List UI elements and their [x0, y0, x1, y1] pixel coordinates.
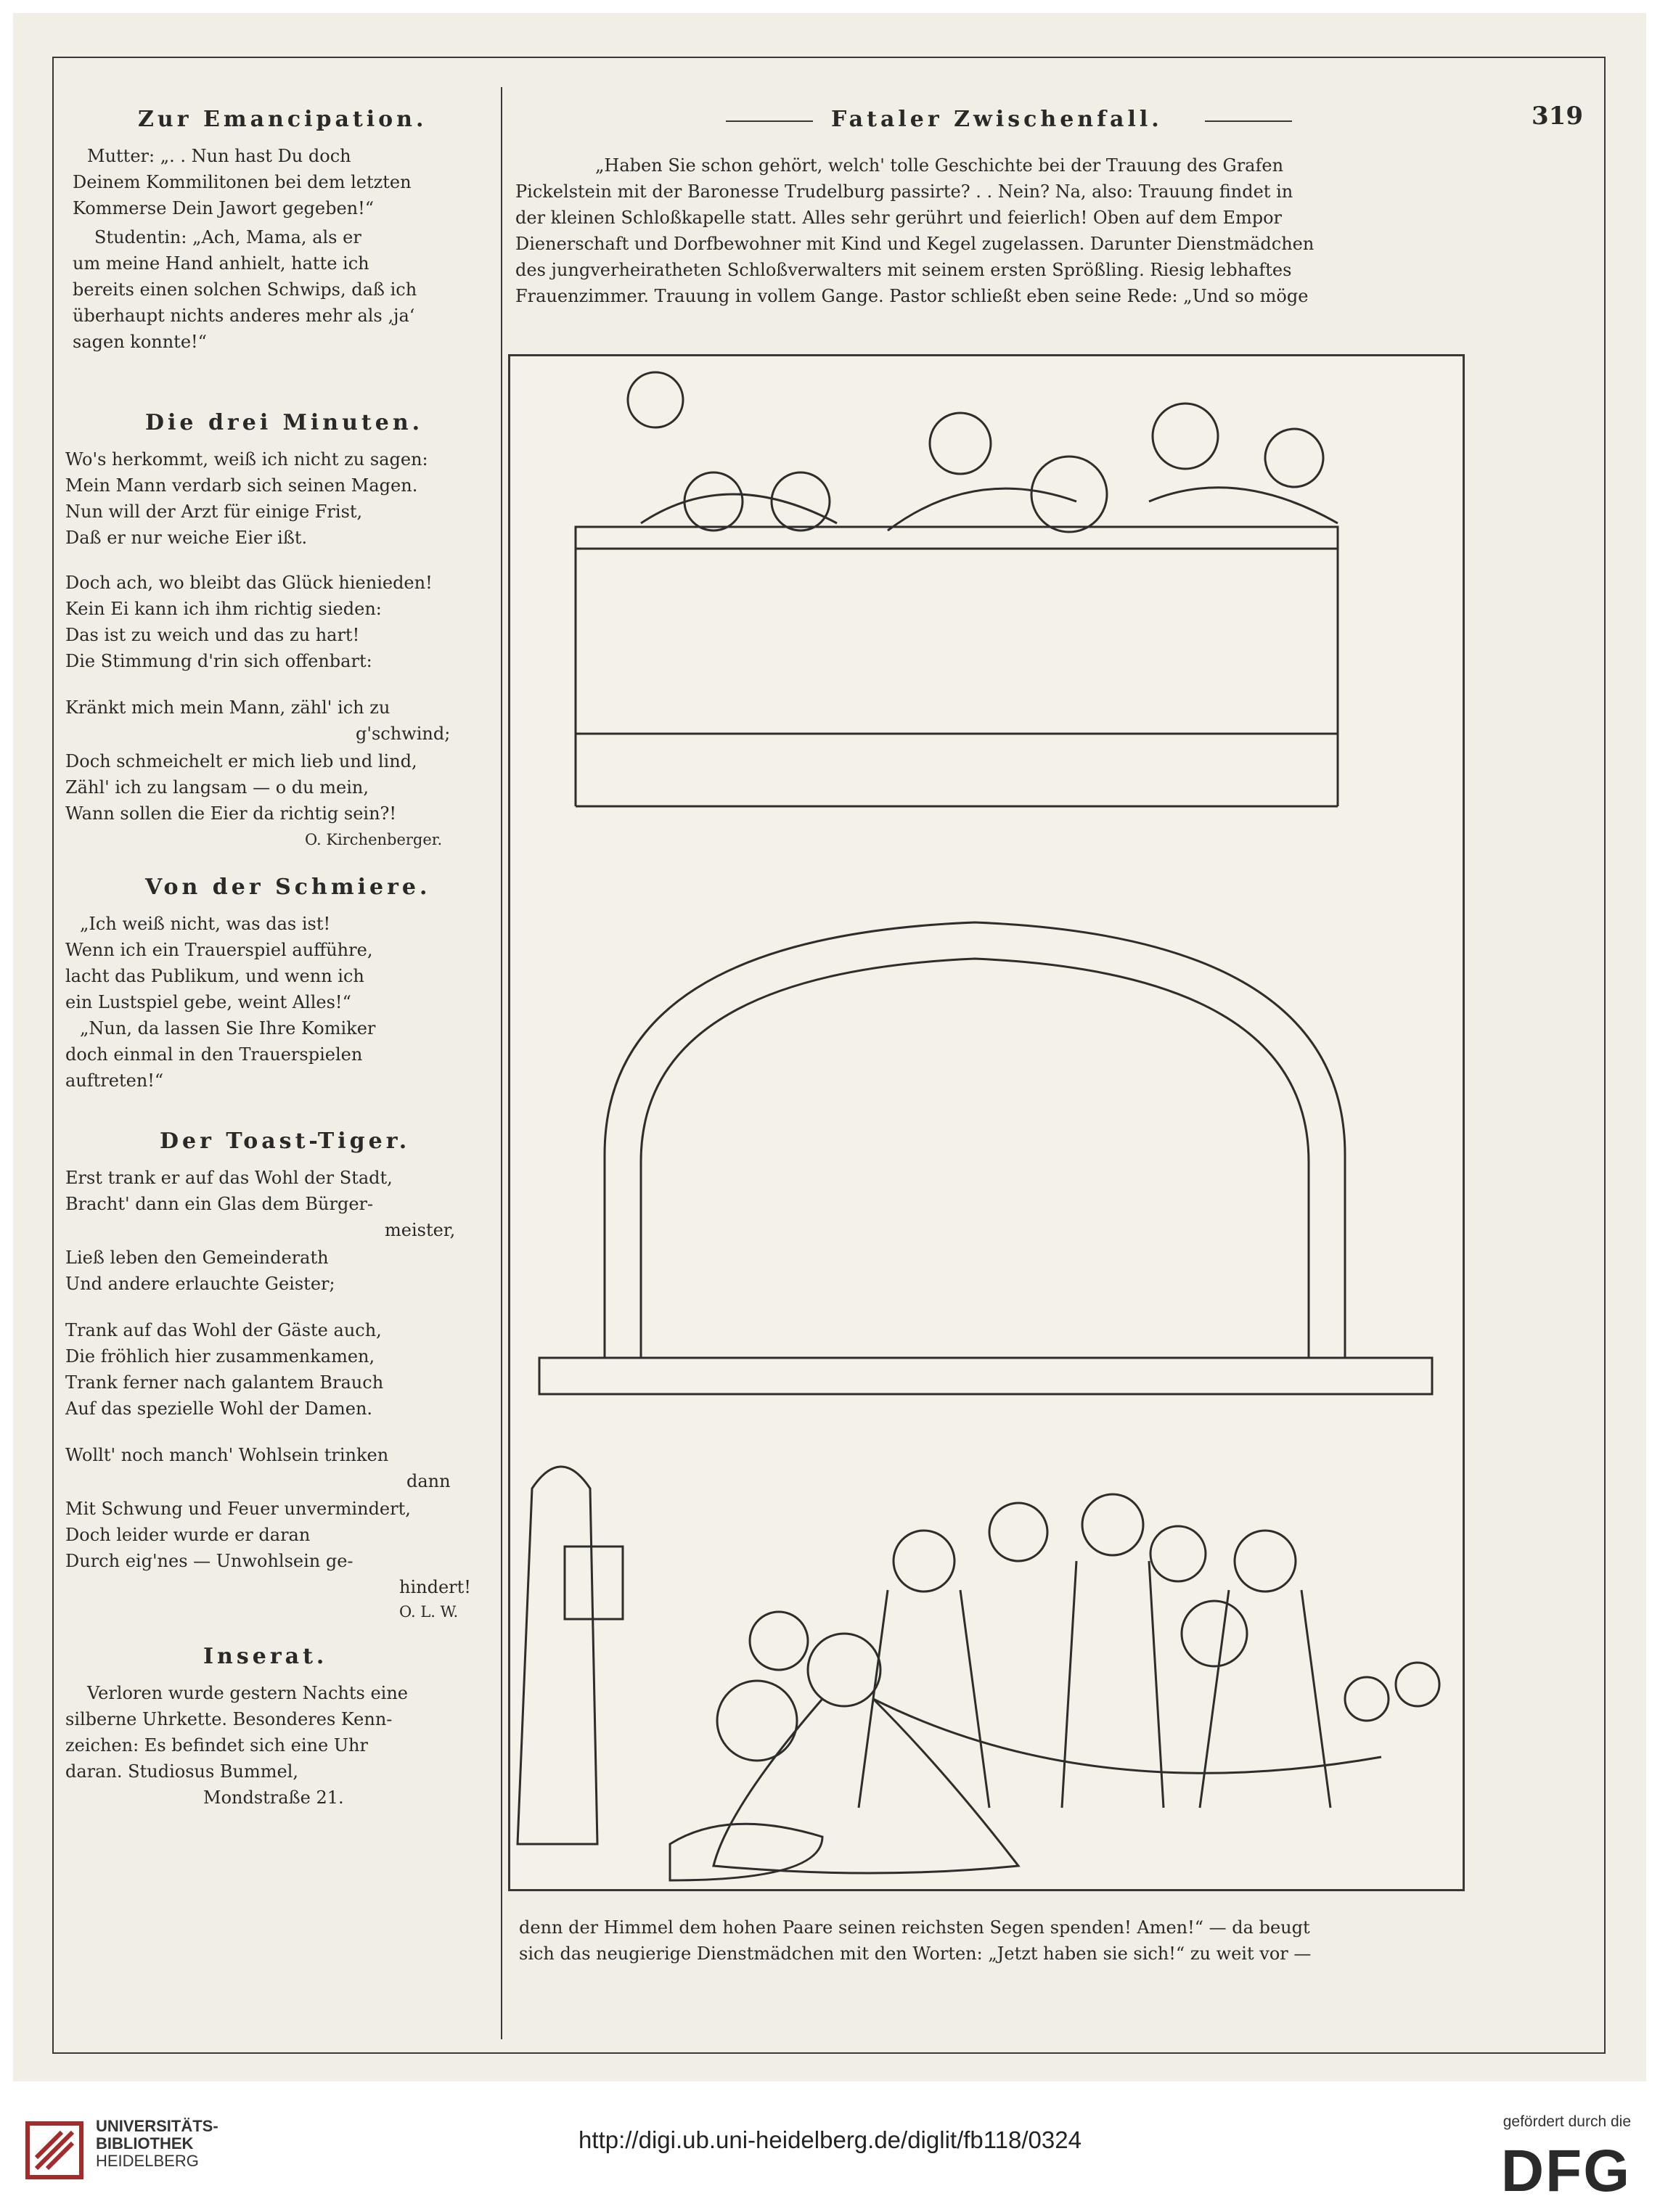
emancipation-line: überhaupt nichts anderes mehr als ‚ja‘	[73, 306, 415, 326]
emancipation-line: Studentin: „Ach, Mama, als er	[94, 227, 361, 247]
schmiere-line: auftreten!“	[65, 1070, 164, 1091]
drei-minuten-line: Wo's herkommt, weiß ich nicht zu sagen:	[65, 449, 428, 470]
library-line: BIBLIOTHEK	[96, 2134, 194, 2152]
inserat-line: Verloren wurde gestern Nachts eine	[87, 1683, 408, 1703]
toast-tiger-line: Die fröhlich hier zusammenkamen,	[65, 1346, 375, 1367]
title-ornament-left	[726, 120, 813, 122]
wedding-illustration	[508, 354, 1465, 1891]
toast-tiger-line: hindert!	[399, 1577, 471, 1597]
outro-line: denn der Himmel dem hohen Paare seinen reichsten Segen spenden! Amen!“ — da beugt	[519, 1917, 1310, 1938]
intro-line: der kleinen Schloßkapelle statt. Alles sehr gerührt und feierlich! Oben auf dem Empor	[515, 208, 1283, 228]
emancipation-line: um meine Hand anhielt, hatte ich	[73, 253, 369, 274]
illustration-drawing	[510, 356, 1463, 1889]
dfg-logo: DFG	[1500, 2138, 1631, 2204]
toast-tiger-line: Erst trank er auf das Wohl der Stadt,	[65, 1168, 393, 1188]
outer-frame-right	[1604, 57, 1606, 2054]
drei-minuten-title: Die drei Minuten.	[145, 410, 424, 435]
sponsor-text: gefördert durch die	[1502, 2113, 1631, 2130]
emancipation-line: bereits einen solchen Schwips, daß ich	[73, 279, 417, 300]
outer-frame-top	[52, 57, 1606, 58]
toast-tiger-line: Wollt' noch manch' Wohlsein trinken	[65, 1445, 389, 1465]
emancipation-line: sagen konnte!“	[73, 332, 207, 352]
outer-frame-bottom	[52, 2052, 1606, 2054]
toast-tiger-line: Trank auf das Wohl der Gäste auch,	[65, 1320, 382, 1340]
schmiere-line: „Nun, da lassen Sie Ihre Komiker	[80, 1018, 376, 1039]
drei-minuten-line: Wann sollen die Eier da richtig sein?!	[65, 803, 397, 824]
intro-line: Pickelstein mit der Baronesse Trudelburg passirte? . . Nein? Na, also: Trauung findet in	[515, 181, 1293, 202]
intro-line: „Haben Sie schon gehört, welch' tolle Geschichte bei der Trauung des Grafen	[595, 155, 1284, 176]
outro-line: sich das neugierige Dienstmädchen mit den Worten: „Jetzt haben sie sich!“ zu weit vor —	[519, 1943, 1312, 1964]
inserat-title: Inserat.	[203, 1644, 328, 1669]
toast-tiger-line: meister,	[385, 1220, 456, 1240]
drei-minuten-line: g'schwind;	[356, 724, 451, 744]
toast-tiger-author: O. L. W.	[399, 1603, 459, 1621]
toast-tiger-line: Trank ferner nach galantem Brauch	[65, 1372, 384, 1393]
permalink-url[interactable]: http://digi.ub.uni-heidelberg.de/diglit/fb118/0324	[578, 2126, 1082, 2153]
toast-tiger-line: Und andere erlauchte Geister;	[65, 1274, 335, 1294]
intro-line: Frauenzimmer. Trauung in vollem Gange. Pastor schließt eben seine Rede: „Und so möge	[515, 286, 1309, 306]
drei-minuten-line: Doch ach, wo bleibt das Glück hienieden!	[65, 573, 433, 593]
drei-minuten-line: Zähl' ich zu langsam — o du mein,	[65, 777, 369, 798]
schmiere-line: „Ich weiß nicht, was das ist!	[80, 914, 331, 934]
drei-minuten-line: Die Stimmung d'rin sich offenbart:	[65, 651, 372, 671]
toast-tiger-line: Durch eig'nes — Unwohlsein ge-	[65, 1551, 353, 1571]
intro-line: des jungverheiratheten Schloßverwalters mit seinem ersten Sprößling. Riesig lebhaftes	[515, 260, 1292, 280]
emancipation-line: Mutter: „. . Nun hast Du doch	[87, 146, 351, 166]
page-number: 319	[1532, 102, 1583, 131]
schmiere-line: lacht das Publikum, und wenn ich	[65, 966, 364, 986]
library-line: UNIVERSITÄTS-	[96, 2117, 218, 2135]
inserat-line: zeichen: Es befindet sich eine Uhr	[65, 1735, 368, 1756]
schmiere-line: doch einmal in den Trauerspielen	[65, 1044, 363, 1065]
emancipation-title: Zur Emancipation.	[138, 107, 428, 132]
emancipation-line: Kommerse Dein Jawort gegeben!“	[73, 198, 375, 218]
outer-frame-left	[52, 57, 54, 2054]
inserat-line: daran. Studiosus Bummel,	[65, 1761, 299, 1782]
drei-minuten-line: Nun will der Arzt für einige Frist,	[65, 501, 363, 522]
inserat-line: silberne Uhrkette. Besonderes Kenn-	[65, 1709, 393, 1729]
toast-tiger-title: Der Toast-Tiger.	[160, 1128, 411, 1154]
drei-minuten-line: Kein Ei kann ich ihm richtig sieden:	[65, 599, 382, 619]
toast-tiger-line: Doch leider wurde er daran	[65, 1525, 311, 1545]
schmiere-line: ein Lustspiel gebe, weint Alles!“	[65, 992, 351, 1012]
toast-tiger-line: Mit Schwung und Feuer unvermindert,	[65, 1499, 411, 1519]
drei-minuten-line: Kränkt mich mein Mann, zähl' ich zu	[65, 697, 391, 718]
article-title: Fataler Zwischenfall.	[831, 107, 1163, 132]
column-divider	[501, 87, 502, 2039]
drei-minuten-line: Mein Mann verdarb sich seinen Magen.	[65, 475, 418, 496]
toast-tiger-line: Bracht' dann ein Glas dem Bürger-	[65, 1194, 374, 1214]
drei-minuten-author: O. Kirchenberger.	[305, 831, 443, 848]
emancipation-line: Deinem Kommilitonen bei dem letzten	[73, 172, 412, 192]
drei-minuten-line: Doch schmeichelt er mich lieb und lind,	[65, 751, 417, 771]
schmiere-line: Wenn ich ein Trauerspiel aufführe,	[65, 940, 373, 960]
toast-tiger-line: Auf das spezielle Wohl der Damen.	[65, 1398, 373, 1419]
drei-minuten-line: Daß er nur weiche Eier ißt.	[65, 528, 308, 548]
title-ornament-right	[1205, 120, 1292, 122]
toast-tiger-line: Ließ leben den Gemeinderath	[65, 1248, 329, 1268]
intro-line: Dienerschaft und Dorfbewohner mit Kind und Kegel zugelassen. Darunter Dienstmädchen	[515, 234, 1314, 254]
inserat-line: Mondstraße 21.	[203, 1787, 344, 1808]
drei-minuten-line: Das ist zu weich und das zu hart!	[65, 625, 360, 645]
toast-tiger-line: dann	[406, 1471, 451, 1491]
library-line: HEIDELBERG	[96, 2152, 199, 2170]
schmiere-title: Von der Schmiere.	[145, 874, 431, 900]
